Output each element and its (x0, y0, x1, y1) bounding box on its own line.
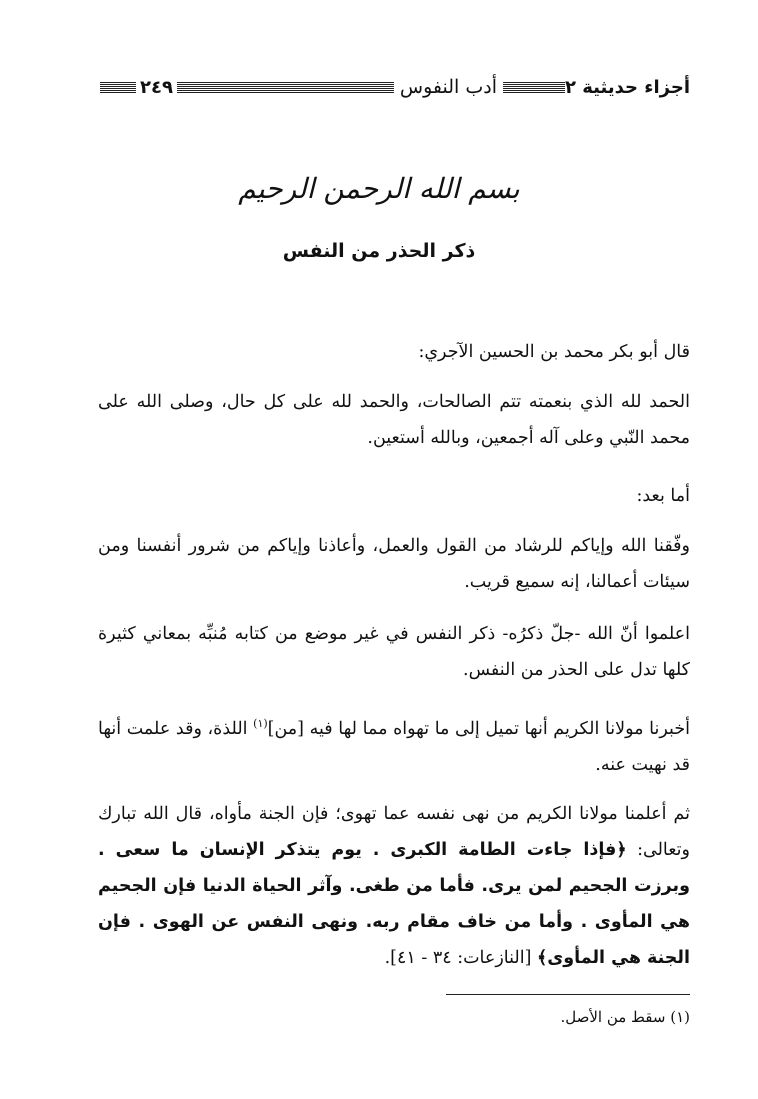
paragraph (98, 796, 690, 976)
paragraph-text: اللذة، وقد علمت أنها قد نهيت عنه. (98, 718, 690, 775)
footnote-marker[interactable]: (١) (253, 717, 268, 730)
page-number: ٢٤٩ (140, 76, 173, 98)
paragraph-text: أخبرنا مولانا الكريم أنها تميل إلى ما تهواه مما لها فيه [من] (267, 718, 690, 739)
series-title: أجزاء حديثية ٢ (565, 76, 690, 98)
paragraph (98, 706, 690, 783)
quran-quote: ﴿فإذا جاءت الطامة الكبرى . يوم يتذكر الإنسان ما سعى . وبرزت الجحيم لمن يرى. فأما من طغى. وآثر الحياة الدنيا فإن الجحيم هي المأوى . وأما من خاف مقام ربه. ونهى النفس عن الهوى . فإن الجنة هي المأوى﴾ (98, 840, 690, 968)
book-title: أدب النفوس (399, 76, 497, 98)
paragraph: الحمد لله الذي بنعمته تتم الصالحات، والحمد لله على كل حال، وصلى الله على محمد النّبي وعلى آله أجمعين، وبالله أستعين. (98, 392, 690, 448)
chapter-title: ذكر الحذر من النفس (282, 240, 476, 262)
quote-reference: [النازعات: ٣٤ - ٤١]. (384, 948, 537, 968)
paragraph-text: ثم أعلمنا مولانا الكريم من نهى نفسه عما تهوى؛ فإن الجنة مأواه، قال الله تبارك وتعالى: (98, 804, 690, 860)
header-rule (100, 82, 136, 93)
header-rule (177, 82, 394, 93)
paragraph: اعلموا أنّ الله -جلّ ذكرُه- ذكر النفس في غير موضع من كتابه مُنبِّه بمعاني كثيرة كلها تدل على الحذر من النفس. (98, 624, 690, 680)
running-header (100, 72, 690, 102)
paragraph: وفّقنا الله وإياكم للرشاد من القول والعمل، وأعاذنا وإياكم من شرور أنفسنا ومن سيئات أعمالنا، إنه سميع قريب. (98, 536, 690, 592)
basmala-calligraphy: بسم الله الرحمن الرحيم (238, 172, 520, 205)
paragraph: أما بعد: (636, 486, 690, 506)
footnote-divider (446, 994, 690, 995)
footnote: (١) سقط من الأصل. (560, 1008, 690, 1026)
paragraph: قال أبو بكر محمد بن الحسين الآجري: (418, 342, 690, 362)
header-rule (503, 82, 565, 93)
